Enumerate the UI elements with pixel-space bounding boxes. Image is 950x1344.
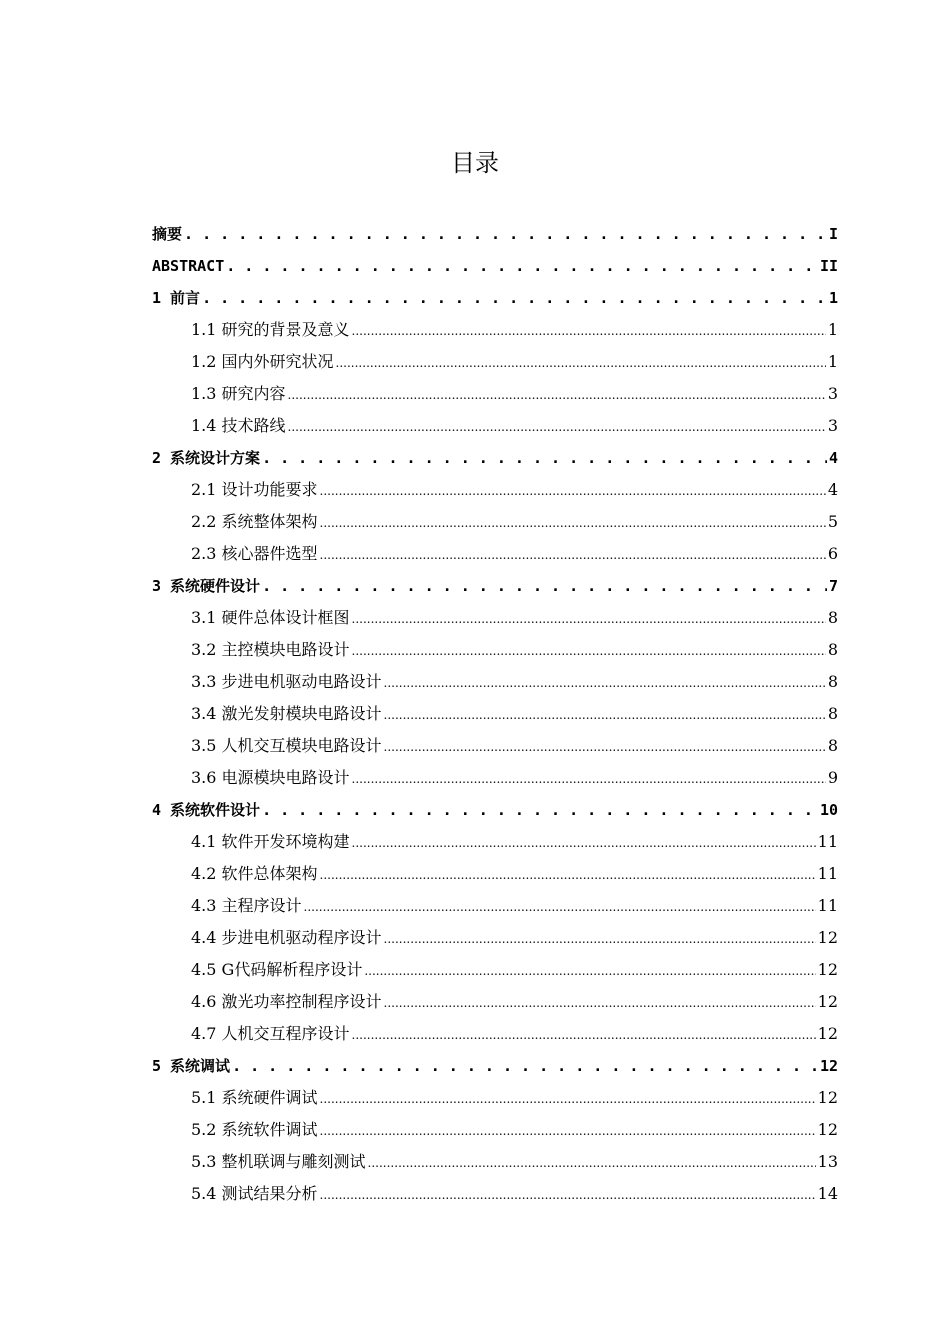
- toc-entry-page: 8: [827, 704, 838, 723]
- toc-entry-page: 8: [827, 608, 838, 627]
- toc-entry-label: 3.6 电源模块电路设计: [191, 768, 350, 787]
- toc-entry[interactable]: [152, 602, 838, 634]
- toc-entry[interactable]: [152, 954, 838, 986]
- toc-entry-label: 2.3 核心器件选型: [191, 544, 318, 563]
- toc-dot-leader: [384, 987, 816, 1018]
- toc-dot-leader: [262, 442, 827, 474]
- toc-entry-label: 3.1 硬件总体设计框图: [191, 608, 350, 627]
- toc-dot-leader: [184, 218, 827, 250]
- toc-entry-label: 4.4 步进电机驱动程序设计: [191, 928, 382, 947]
- toc-entry-page: 1: [827, 320, 838, 339]
- toc-entry-label: 1.4 技术路线: [191, 416, 286, 435]
- toc-entry-page: 12: [817, 1120, 838, 1139]
- toc-entry-page: 3: [827, 384, 838, 403]
- toc-entry[interactable]: [152, 730, 838, 762]
- toc-dot-leader: [352, 1019, 816, 1050]
- toc-entry-label: 摘要: [152, 225, 183, 243]
- toc-entry-page: 12: [817, 1024, 838, 1043]
- toc-entry-label: 5.3 整机联调与雕刻测试: [191, 1152, 366, 1171]
- toc-entry[interactable]: [152, 314, 838, 346]
- toc-dot-leader: [320, 507, 826, 538]
- toc-entry-label: 1.3 研究内容: [191, 384, 286, 403]
- toc-entry-label: 5.1 系统硬件调试: [191, 1088, 318, 1107]
- page-title: 目录: [451, 149, 499, 177]
- toc-entry-label: ABSTRACT: [152, 257, 225, 275]
- toc-entry[interactable]: [152, 442, 838, 474]
- toc-entry-page: 1: [828, 289, 838, 307]
- toc-entry-label: 4.6 激光功率控制程序设计: [191, 992, 382, 1011]
- toc-dot-leader: [384, 667, 826, 698]
- toc-entry-page: 12: [817, 960, 838, 979]
- toc-dot-leader: [368, 1147, 816, 1178]
- toc-entry[interactable]: [152, 826, 838, 858]
- toc-entry[interactable]: [152, 1082, 838, 1114]
- toc-entry[interactable]: [152, 1146, 838, 1178]
- toc-entry-label: 3.4 激光发射模块电路设计: [191, 704, 382, 723]
- toc-entry-page: 3: [827, 416, 838, 435]
- toc-entry[interactable]: [152, 1178, 838, 1210]
- toc-dot-leader: [320, 1179, 816, 1210]
- toc-dot-leader: [202, 282, 827, 314]
- toc-entry-page: II: [819, 257, 838, 275]
- toc-dot-leader: [320, 859, 816, 890]
- toc-entry-page: 12: [817, 1088, 838, 1107]
- toc-dot-leader: [320, 1083, 816, 1114]
- toc-entry[interactable]: [152, 474, 838, 506]
- toc-entry-label: 1 前言: [152, 289, 201, 307]
- toc-entry[interactable]: [152, 986, 838, 1018]
- toc-dot-leader: [288, 379, 826, 410]
- toc-entry-label: 1.2 国内外研究状况: [191, 352, 334, 371]
- toc-entry[interactable]: [152, 858, 838, 890]
- toc-entry-page: 11: [817, 896, 838, 915]
- toc-dot-leader: [352, 603, 826, 634]
- toc-dot-leader: [336, 347, 826, 378]
- toc-dot-leader: [352, 315, 826, 346]
- toc-entry[interactable]: [152, 666, 838, 698]
- toc-dot-leader: [384, 923, 816, 954]
- toc-dot-leader: [320, 475, 826, 506]
- toc-dot-leader: [304, 891, 816, 922]
- toc-entry-label: 3 系统硬件设计: [152, 577, 261, 595]
- toc-entry-label: 1.1 研究的背景及意义: [191, 320, 350, 339]
- toc-entry[interactable]: [152, 506, 838, 538]
- toc-entry-page: 14: [817, 1184, 838, 1203]
- toc-entry-label: 5.2 系统软件调试: [191, 1120, 318, 1139]
- toc-entry-page: I: [828, 225, 838, 243]
- toc-entry-label: 3.2 主控模块电路设计: [191, 640, 350, 659]
- toc-entry[interactable]: [152, 890, 838, 922]
- toc-entry-page: 1: [827, 352, 838, 371]
- toc-entry[interactable]: [152, 378, 838, 410]
- toc-dot-leader: [288, 411, 826, 442]
- toc-entry[interactable]: [152, 538, 838, 570]
- toc-entry-label: 4.7 人机交互程序设计: [191, 1024, 350, 1043]
- toc-entry[interactable]: [152, 1050, 838, 1082]
- toc-entry-page: 7: [828, 577, 838, 595]
- toc-entry[interactable]: [152, 634, 838, 666]
- toc-entry[interactable]: [152, 1114, 838, 1146]
- toc-entry-page: 12: [817, 928, 838, 947]
- table-of-contents: [152, 218, 838, 1210]
- toc-entry-label: 4.3 主程序设计: [191, 896, 302, 915]
- toc-entry-page: 11: [817, 864, 838, 883]
- toc-dot-leader: [364, 955, 815, 986]
- toc-entry-page: 9: [827, 768, 838, 787]
- toc-entry-label: 4.1 软件开发环境构建: [191, 832, 350, 851]
- toc-entry[interactable]: [152, 346, 838, 378]
- toc-dot-leader: [352, 763, 826, 794]
- toc-entry-page: 5: [827, 512, 838, 531]
- toc-dot-leader: [352, 827, 816, 858]
- toc-dot-leader: [232, 1050, 818, 1082]
- toc-dot-leader: [226, 250, 818, 282]
- toc-entry-page: 11: [817, 832, 838, 851]
- toc-dot-leader: [352, 635, 826, 666]
- toc-entry[interactable]: [152, 570, 838, 602]
- toc-dot-leader: [384, 731, 826, 762]
- toc-entry-label: 3.5 人机交互模块电路设计: [191, 736, 382, 755]
- toc-entry-page: 13: [817, 1152, 838, 1171]
- toc-entry-page: 8: [827, 640, 838, 659]
- toc-entry-label: 3.3 步进电机驱动电路设计: [191, 672, 382, 691]
- toc-dot-leader: [262, 570, 827, 602]
- toc-entry-label: 2 系统设计方案: [152, 449, 261, 467]
- toc-entry[interactable]: [152, 218, 838, 250]
- toc-entry[interactable]: [152, 762, 838, 794]
- toc-entry-page: 8: [827, 736, 838, 755]
- toc-dot-leader: [384, 699, 826, 730]
- toc-entry[interactable]: [152, 1018, 838, 1050]
- toc-dot-leader: [262, 794, 818, 826]
- toc-entry[interactable]: [152, 922, 838, 954]
- toc-entry-page: 10: [819, 801, 838, 819]
- toc-entry-page: 8: [827, 672, 838, 691]
- toc-entry-page: 4: [828, 449, 838, 467]
- toc-entry-label: 4.5 G代码解析程序设计: [191, 960, 363, 979]
- toc-entry[interactable]: [152, 698, 838, 730]
- toc-entry[interactable]: [152, 250, 838, 282]
- toc-entry-page: 6: [827, 544, 838, 563]
- toc-dot-leader: [320, 1115, 816, 1146]
- toc-entry-page: 12: [819, 1057, 838, 1075]
- toc-entry-label: 4.2 软件总体架构: [191, 864, 318, 883]
- toc-entry-page: 4: [827, 480, 838, 499]
- toc-entry[interactable]: [152, 410, 838, 442]
- toc-entry[interactable]: [152, 282, 838, 314]
- toc-entry-label: 4 系统软件设计: [152, 801, 261, 819]
- toc-entry-label: 5 系统调试: [152, 1057, 231, 1075]
- toc-entry-page: 12: [817, 992, 838, 1011]
- toc-entry-label: 2.1 设计功能要求: [191, 480, 318, 499]
- toc-entry-label: 5.4 测试结果分析: [191, 1184, 318, 1203]
- toc-entry[interactable]: [152, 794, 838, 826]
- toc-dot-leader: [320, 539, 826, 570]
- toc-entry-label: 2.2 系统整体架构: [191, 512, 318, 531]
